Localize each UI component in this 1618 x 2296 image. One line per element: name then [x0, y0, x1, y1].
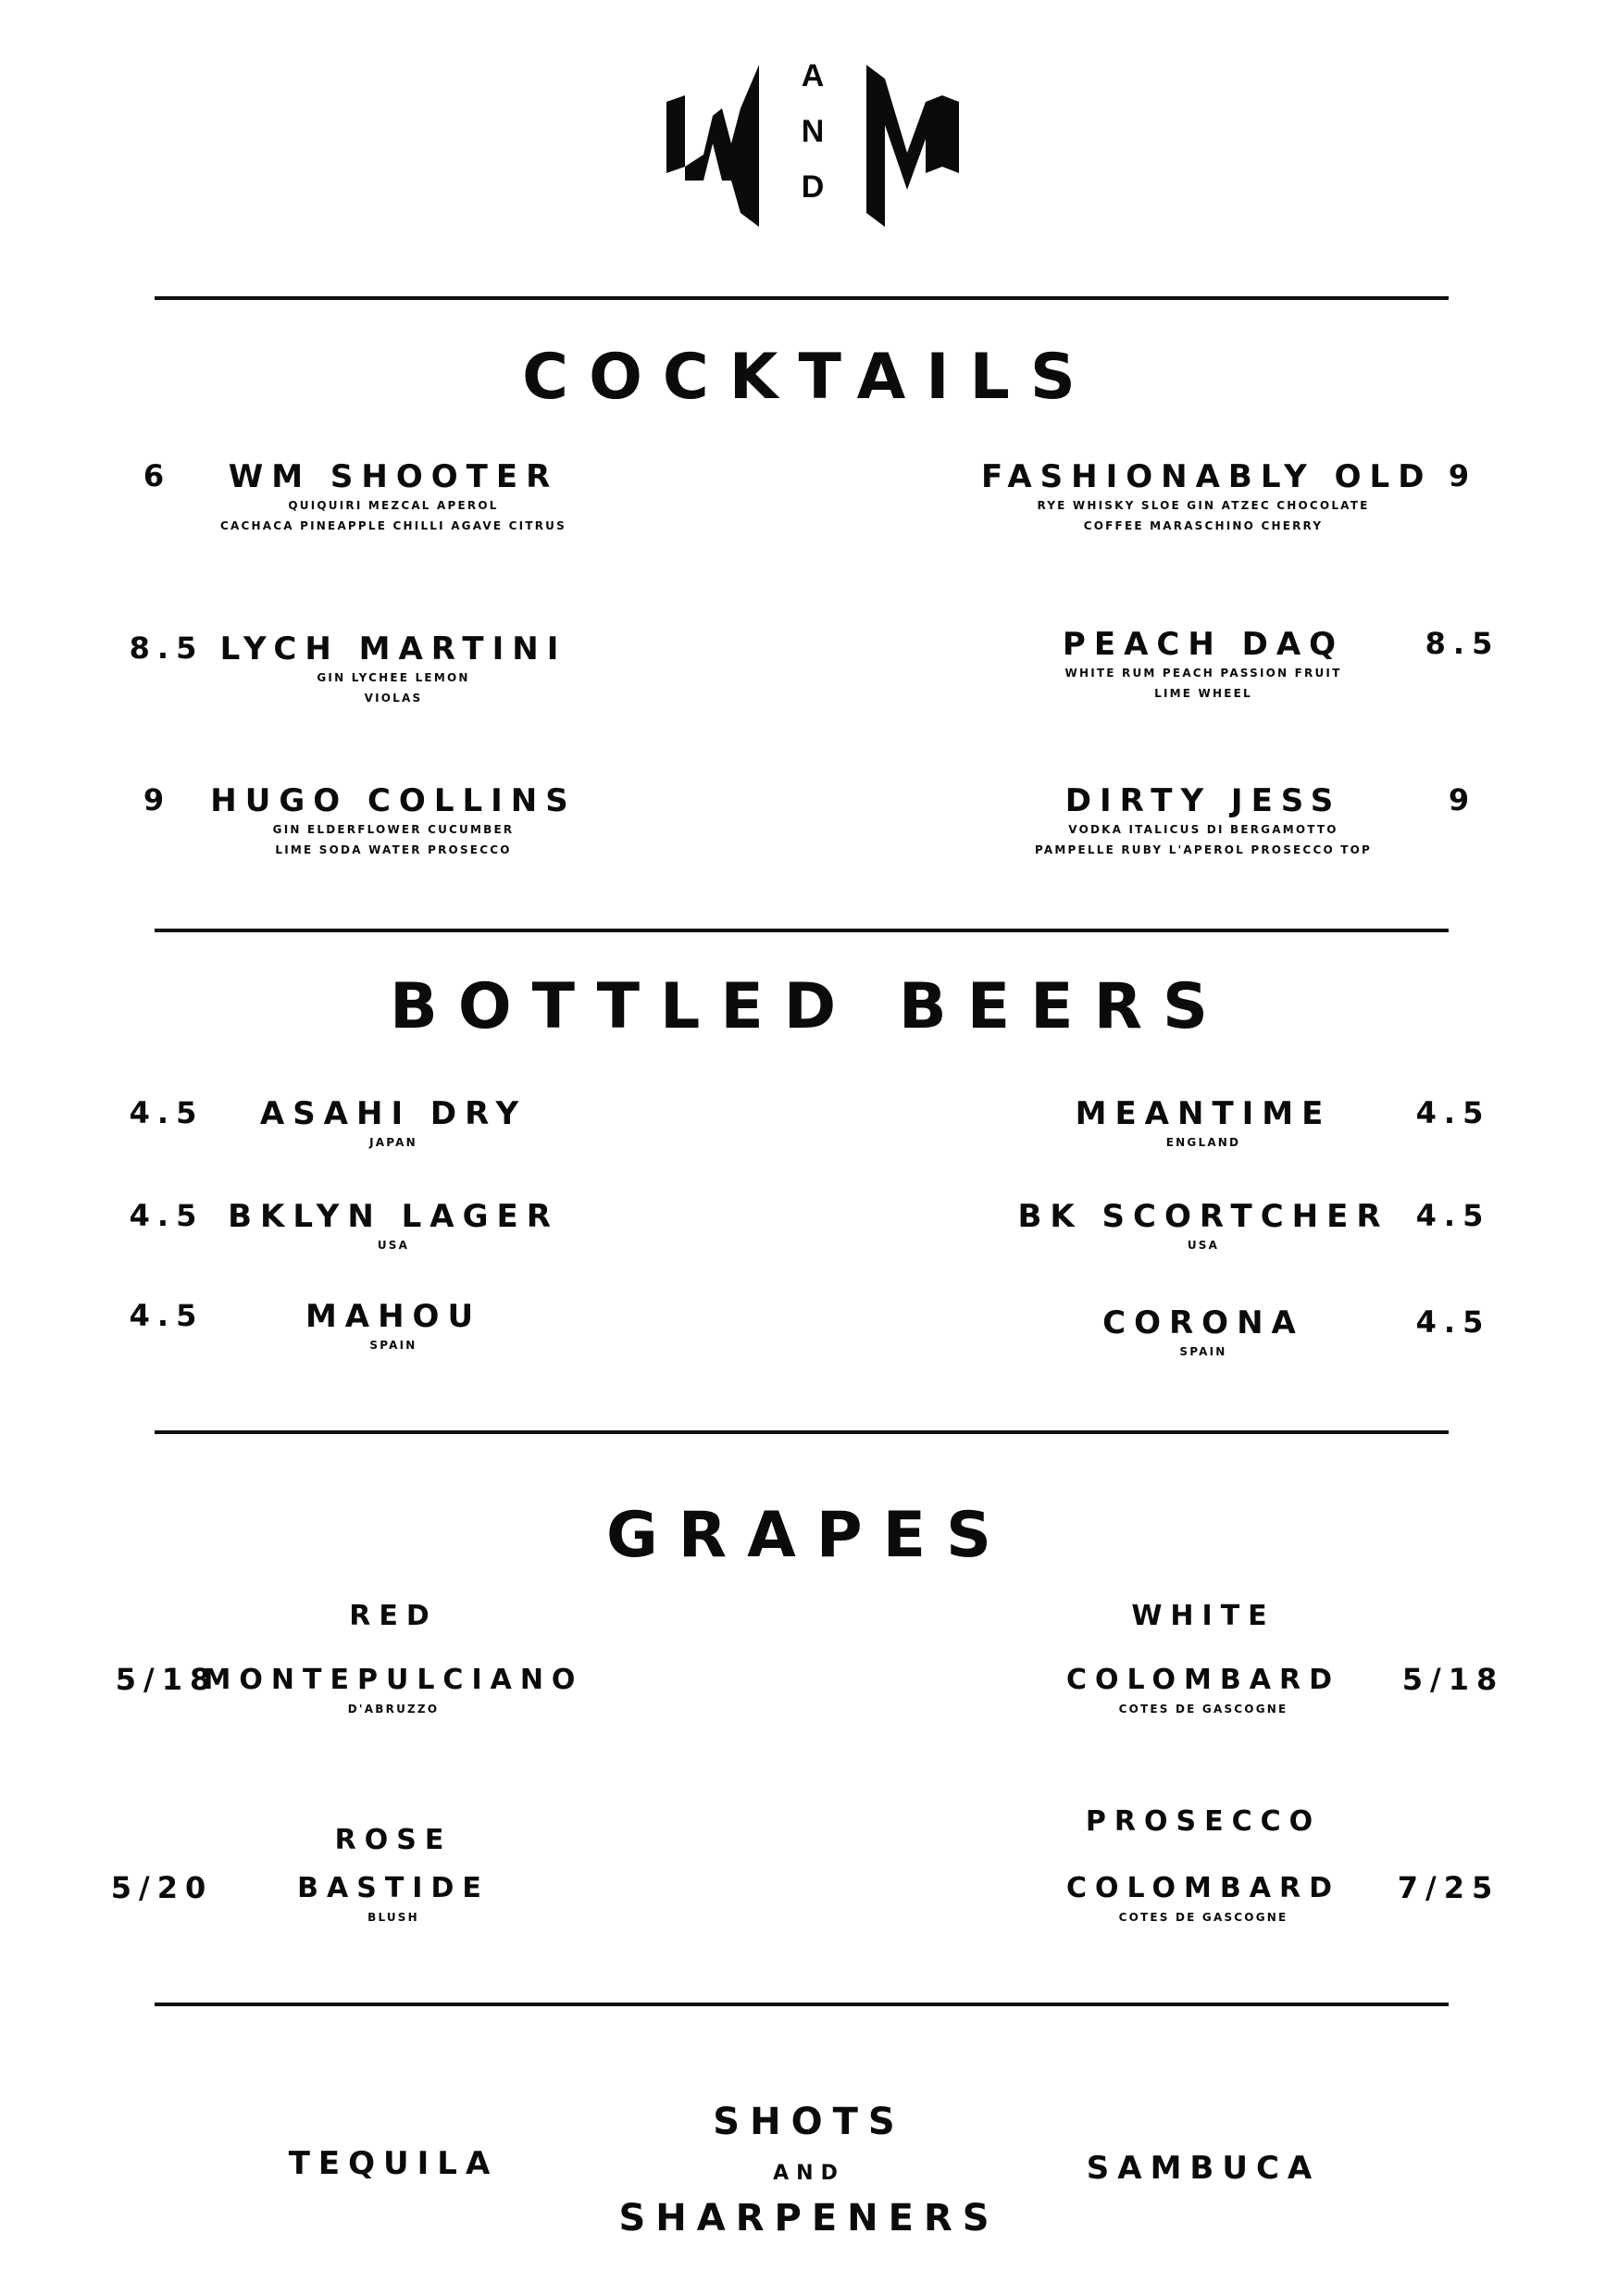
- beer-item: [190, 1198, 597, 1252]
- beer-origin: USA: [1187, 1239, 1220, 1252]
- beer-name: ASAHI DRY: [259, 1095, 528, 1132]
- logo-a: A: [801, 58, 825, 94]
- beer-price: 4.5: [1415, 1304, 1491, 1340]
- beer-price: 4.5: [129, 1298, 205, 1333]
- cocktail-desc: COFFEE MARASCHINO CHERRY: [1083, 519, 1324, 532]
- beer-name: CORONA: [1102, 1304, 1304, 1341]
- grape-name: COLOMBARD: [1065, 1664, 1340, 1696]
- shots-title-bottom: SHARPENERS: [618, 2197, 1000, 2240]
- beer-name: BKLYN LAGER: [228, 1198, 559, 1235]
- cocktail-desc: GIN ELDERFLOWER CUCUMBER: [272, 823, 515, 836]
- logo-w-letter: [666, 65, 759, 227]
- grape-name: BASTIDE: [297, 1872, 490, 1904]
- cocktail-item: [190, 458, 597, 532]
- grape-region: D'ABRUZZO: [347, 1703, 440, 1716]
- shots-title-top: SHOTS: [713, 2101, 905, 2143]
- shot-item-sambuca: SAMBUCA: [1086, 2150, 1321, 2187]
- grape-region: BLUSH: [367, 1911, 419, 1924]
- cocktail-desc: QUIQUIRI MEZCAL APEROL: [288, 499, 499, 512]
- grape-item: [190, 1872, 597, 1924]
- section-title-beers: BOTTLED BEERS: [390, 970, 1228, 1043]
- cocktail-desc: PAMPELLE RUBY L'APEROL PROSECCO TOP: [1034, 843, 1373, 856]
- grape-region: COTES DE GASCOGNE: [1118, 1911, 1288, 1924]
- beer-price: 4.5: [1415, 1198, 1491, 1233]
- shots-title-and: AND: [773, 2162, 845, 2185]
- beer-origin: SPAIN: [369, 1339, 417, 1352]
- cocktail-name: DIRTY JESS: [1064, 782, 1342, 819]
- cocktail-desc: GIN LYCHEE LEMON: [317, 671, 470, 684]
- logo-n: N: [801, 114, 825, 149]
- grape-price: 7/25: [1397, 1870, 1500, 1905]
- cocktail-desc: RYE WHISKY SLOE GIN ATZEC CHOCOLATE: [1037, 499, 1370, 512]
- cocktail-name: WM SHOOTER: [228, 458, 559, 495]
- beer-origin: SPAIN: [1179, 1345, 1227, 1358]
- cocktail-desc: LIME WHEEL: [1154, 687, 1252, 700]
- cocktail-desc: VIOLAS: [364, 692, 423, 705]
- cocktail-item: [190, 630, 597, 705]
- cocktail-item: [1000, 626, 1407, 700]
- cocktail-price: 8.5: [129, 630, 205, 666]
- section-title-cocktails: COCKTAILS: [522, 341, 1096, 414]
- grape-price: 5/20: [110, 1870, 214, 1905]
- beer-item: [1000, 1198, 1407, 1252]
- shot-item-tequila: TEQUILA: [288, 2145, 499, 2182]
- cocktail-name: FASHIONABLY OLD: [981, 458, 1433, 495]
- cocktail-desc: CACHACA PINEAPPLE CHILLI AGAVE CITRUS: [220, 519, 566, 532]
- grape-name: MONTEPULCIANO: [203, 1664, 584, 1696]
- beer-origin: ENGLAND: [1165, 1136, 1241, 1149]
- grape-price: 5/18: [1401, 1662, 1505, 1697]
- beer-price: 4.5: [1415, 1095, 1491, 1130]
- beer-origin: USA: [377, 1239, 410, 1252]
- beer-name: MAHOU: [305, 1298, 482, 1335]
- cocktail-name: PEACH DAQ: [1062, 626, 1345, 663]
- cocktail-price: 9: [143, 782, 172, 817]
- w-and-m-monogram: [665, 51, 961, 227]
- cocktail-item: [190, 782, 597, 856]
- cocktail-desc: VODKA ITALICUS DI BERGAMOTTO: [1068, 823, 1338, 836]
- divider: [155, 296, 1449, 300]
- beer-name: MEANTIME: [1075, 1095, 1332, 1132]
- grape-heading-white: WHITE: [1131, 1600, 1276, 1632]
- beer-name: BK SCORTCHER: [1017, 1198, 1389, 1235]
- beer-origin: JAPAN: [369, 1136, 417, 1149]
- cocktail-name: HUGO COLLINS: [210, 782, 577, 819]
- logo-d: D: [801, 169, 825, 205]
- cocktail-price: 9: [1448, 458, 1477, 493]
- logo: [665, 51, 961, 227]
- grape-item: [1000, 1872, 1407, 1924]
- grape-heading-rose: ROSE: [334, 1824, 453, 1856]
- cocktail-price: 9: [1448, 782, 1477, 817]
- cocktail-item: [981, 458, 1433, 532]
- beer-item: [1000, 1095, 1407, 1149]
- cocktail-desc: LIME SODA WATER PROSECCO: [275, 843, 512, 856]
- cocktail-item: [1000, 782, 1407, 856]
- logo-m-letter: [866, 65, 959, 227]
- divider: [155, 1430, 1449, 1434]
- beer-price: 4.5: [129, 1095, 205, 1130]
- beer-price: 4.5: [129, 1198, 205, 1233]
- grape-price: 5/18: [115, 1662, 218, 1697]
- divider: [155, 2003, 1449, 2006]
- grape-heading-red: RED: [349, 1600, 438, 1632]
- grape-item: [190, 1666, 597, 1715]
- grape-item: [1000, 1666, 1407, 1715]
- cocktail-price: 8.5: [1425, 626, 1500, 661]
- cocktail-desc: WHITE RUM PEACH PASSION FRUIT: [1064, 667, 1342, 680]
- grape-region: COTES DE GASCOGNE: [1118, 1703, 1288, 1716]
- cocktail-name: LYCH MARTINI: [219, 630, 567, 668]
- grape-name: COLOMBARD: [1065, 1872, 1340, 1904]
- beer-item: [190, 1298, 597, 1352]
- divider: [155, 929, 1449, 932]
- grape-heading-prosecco: PROSECCO: [1085, 1805, 1322, 1838]
- beer-item: [1000, 1304, 1407, 1358]
- section-title-grapes: GRAPES: [605, 1499, 1013, 1572]
- beer-item: [190, 1095, 597, 1149]
- cocktail-price: 6: [143, 458, 172, 493]
